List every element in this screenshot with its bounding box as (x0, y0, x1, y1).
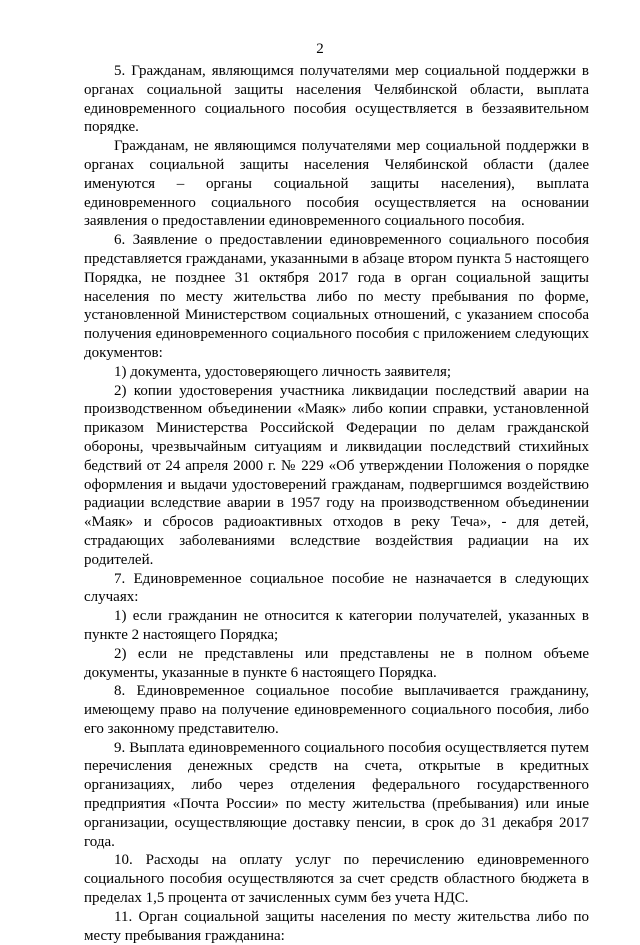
list-item-refusal-category: 1) если гражданин не относится к категории получателей, указанных в пункте 2 настоящего Порядка; (84, 608, 589, 643)
paragraph-11-authority: 11. Орган социальной защиты населения по месту жительства либо по месту пребывания гражданина: (84, 908, 589, 944)
page-number: 2 (316, 41, 324, 57)
paragraph-8-payment-recipient: 8. Единовременное социальное пособие выплачивается гражданину, имеющему право на получение единовременного социального пособия, либо его законному представителю. (84, 683, 589, 737)
list-item-refusal-documents: 2) если не представлены или представлены не в полном объеме документы, указанные в пункте 6 настоящего Порядка. (84, 645, 589, 681)
list-item-identity-document: 1) документа, удостоверяющего личность заявителя; (114, 363, 452, 380)
paragraph-7-refusal: 7. Единовременное социальное пособие не назначается в следующих случаях: (84, 570, 589, 606)
paragraph-6-application: 6. Заявление о предоставлении единовременного социального пособия представляется гражданами, указанными в абзаце втором пункта 5 настоящего Порядка, не позднее 31 октября 2017 года в орган социальной защиты населения по месту жительства либо по месту пребывания по форме, установленной Министерством социальных отношений, с указанием способа получения единовременного социального пособия с приложением следующих документов: (84, 232, 589, 361)
list-item-certificate-copies: 2) копии удостоверения участника ликвидации последствий аварии на производственном объединении «Маяк» либо копии справки, установленной приказом Министерства Российской Федерации по делам гражданской обороны, чрезвычайным ситуациям и ликвидации последствий стихийных бедствий от 24 апреля 2000 г. № 229 «Об утверждении Положения о порядке оформления и выдачи удостоверений гражданам, подвергшимся воздействию радиации вследствие аварии в 1957 году на производственном объединении «Маяк» и сбросов радиоактивных отходов в реку Теча», - для детей, страдающих заболеваниями вследствие воздействия радиации на их родителей. (84, 382, 589, 568)
paragraph-5-non-beneficiaries: Гражданам, не являющимся получателями мер социальной поддержки в органах социальной защиты населения Челябинской области (далее именуются – органы социальной защиты населения), выплата единовременного социального пособия осуществляется на основании заявления о предоставлении единовременного социального пособия. (84, 138, 589, 230)
document-body (84, 62, 589, 945)
paragraph-5-beneficiaries: 5. Гражданам, являющимся получателями мер социальной поддержки в органах социальной защиты населения Челябинской области, выплата единовременного социального пособия осуществляется в беззаявительном порядке. (84, 63, 589, 136)
paragraph-10-expenses: 10. Расходы на оплату услуг по перечислению единовременного социального пособия осуществляются за счет средств областного бюджета в пределах 1,5 процента от зачисленных сумм без учета НДС. (84, 852, 589, 907)
paragraph-9-payment-method: 9. Выплата единовременного социального пособия осуществляется путем перечисления денежных средств на счета, открытые в кредитных организациях, либо через отделения федерального государственного предприятия «Почта России» по месту жительства (пребывания) или иные организации, осуществляющие доставку пенсии, в срок до 31 декабря 2017 года. (84, 739, 589, 850)
